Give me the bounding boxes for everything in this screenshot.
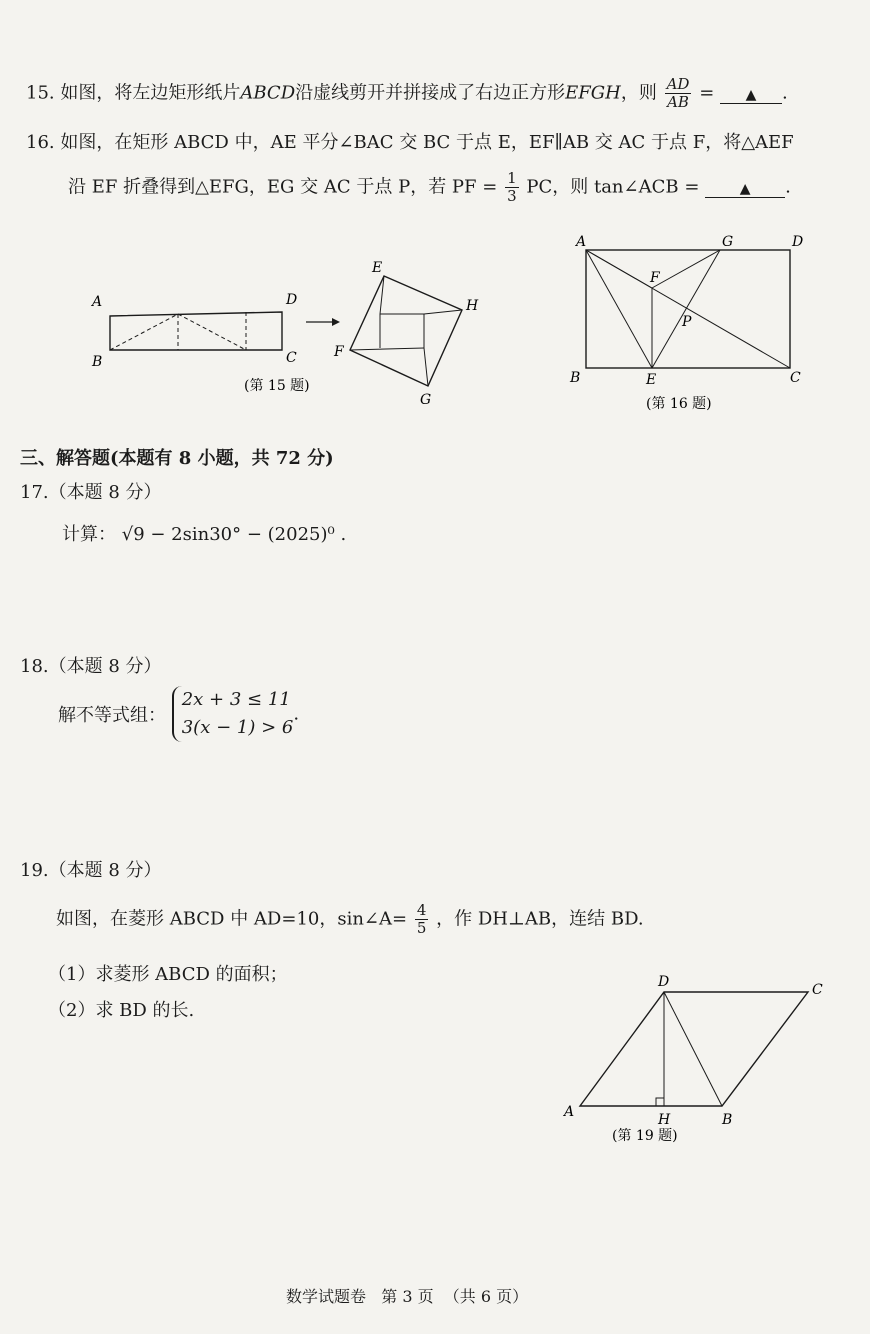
q19-frac-den: 5 — [416, 919, 427, 937]
fig19-caption: (第 19 题) — [612, 1128, 678, 1144]
q15-text-e: ，则 — [620, 82, 657, 104]
q18-ineq2: 3(x − 1) > 6 — [181, 717, 294, 738]
q16-text-line2a: 沿 EF 折叠得到△EFG，EG 交 AC 于点 P，若 PF = — [68, 176, 498, 198]
fig15-label-D: D — [286, 292, 298, 308]
page-footer: 数学试题卷 第 3 页 （共 6 页） — [286, 1287, 529, 1306]
q19-fraction — [415, 902, 429, 937]
q17-body — [62, 520, 346, 546]
q15-text-d: EFGH — [565, 82, 621, 104]
q15-end: . — [782, 82, 788, 104]
fig19-label-H: H — [658, 1112, 671, 1128]
section-heading — [20, 444, 334, 470]
q18-prompt: 解不等式组： — [58, 705, 166, 726]
fig19-label-A: A — [564, 1104, 575, 1120]
fig15-caption: (第 15 题) — [244, 378, 310, 394]
q19-text-a: 如图，在菱形 ABCD 中 AD=10，sin∠A= — [56, 908, 408, 930]
q15-text-c: 沿虚线剪开并拼接成了右边正方形 — [295, 82, 566, 104]
q18-header: 18.（本题 8 分） — [20, 656, 162, 677]
q19-part1: （1）求菱形 ABCD 的面积； — [48, 964, 288, 985]
fig16-caption: (第 16 题) — [646, 396, 712, 412]
fig16-label-F: F — [650, 270, 660, 286]
fig19-label-C: C — [812, 982, 823, 998]
q19-text-b: ，作 DH⊥AB，连结 BD. — [436, 908, 644, 930]
q18-ineq1: 2x + 3 ≤ 11 — [181, 689, 291, 710]
q15-line — [26, 76, 788, 111]
fig16-label-C: C — [790, 370, 801, 386]
q17-expression: √9 − 2sin30° − (2025)⁰ . — [121, 524, 347, 545]
fig15-label-F: F — [334, 344, 344, 360]
fig15-label-A: A — [92, 294, 103, 310]
q19-part2: （2）求 BD 的长. — [48, 1000, 195, 1021]
fig16-label-D: D — [792, 234, 804, 250]
q18-end: . — [293, 703, 300, 725]
q15-frac-den: AB — [667, 93, 689, 111]
section-title: 三、解答题 — [20, 448, 110, 469]
q16-line1 — [26, 128, 794, 154]
q15-number: 15. — [26, 82, 55, 104]
fig15-label-H: H — [466, 298, 479, 314]
q19-header: 19.（本题 8 分） — [20, 860, 162, 881]
fig15-label-E: E — [372, 260, 383, 276]
q15-text-b: ABCD — [240, 82, 296, 104]
fig15-label-G: G — [420, 392, 432, 408]
fig16-label-P: P — [682, 314, 692, 330]
fig16-label-B: B — [570, 370, 581, 386]
q16-answer-blank: ▲ — [705, 181, 785, 198]
q19-body — [56, 902, 644, 937]
q16-end: . — [785, 176, 791, 198]
fig19-label-B: B — [722, 1112, 733, 1128]
fig16-label-A: A — [576, 234, 587, 250]
q17-prompt: 计算： — [62, 524, 116, 545]
q15-text-a: 如图，将左边矩形纸片 — [60, 82, 241, 104]
q16-fraction — [505, 170, 519, 205]
q15-eq: = — [699, 82, 715, 104]
q16-number: 16. — [26, 132, 55, 153]
q17-header: 17.（本题 8 分） — [20, 482, 162, 503]
q16-text-line2b: PC，则 tan∠ACB = — [526, 176, 700, 198]
fig16-label-G: G — [722, 234, 734, 250]
figure-15 — [80, 250, 480, 420]
fig19-label-D: D — [658, 974, 670, 990]
fig15-label-C: C — [286, 350, 297, 366]
q18-system — [172, 686, 294, 742]
figure-19 — [556, 968, 846, 1150]
q15-frac-num: AD — [666, 75, 690, 93]
figure-16 — [560, 232, 820, 422]
q16-frac-num: 1 — [507, 169, 517, 187]
q15-fraction — [665, 76, 692, 111]
section-note: (本题有 8 小题，共 72 分) — [110, 448, 334, 469]
q16-text-line1: 如图，在矩形 ABCD 中，AE 平分∠BAC 交 BC 于点 E，EF∥AB 交 AC 于点 F，将△AEF — [60, 132, 794, 153]
q18-body — [58, 686, 299, 742]
q16-frac-den: 3 — [507, 187, 517, 205]
q19-frac-num: 4 — [416, 901, 427, 919]
fig16-label-E: E — [646, 372, 657, 388]
q16-line2 — [68, 170, 791, 205]
q15-answer-blank: ▲ — [720, 87, 782, 104]
fig15-label-B: B — [92, 354, 103, 370]
